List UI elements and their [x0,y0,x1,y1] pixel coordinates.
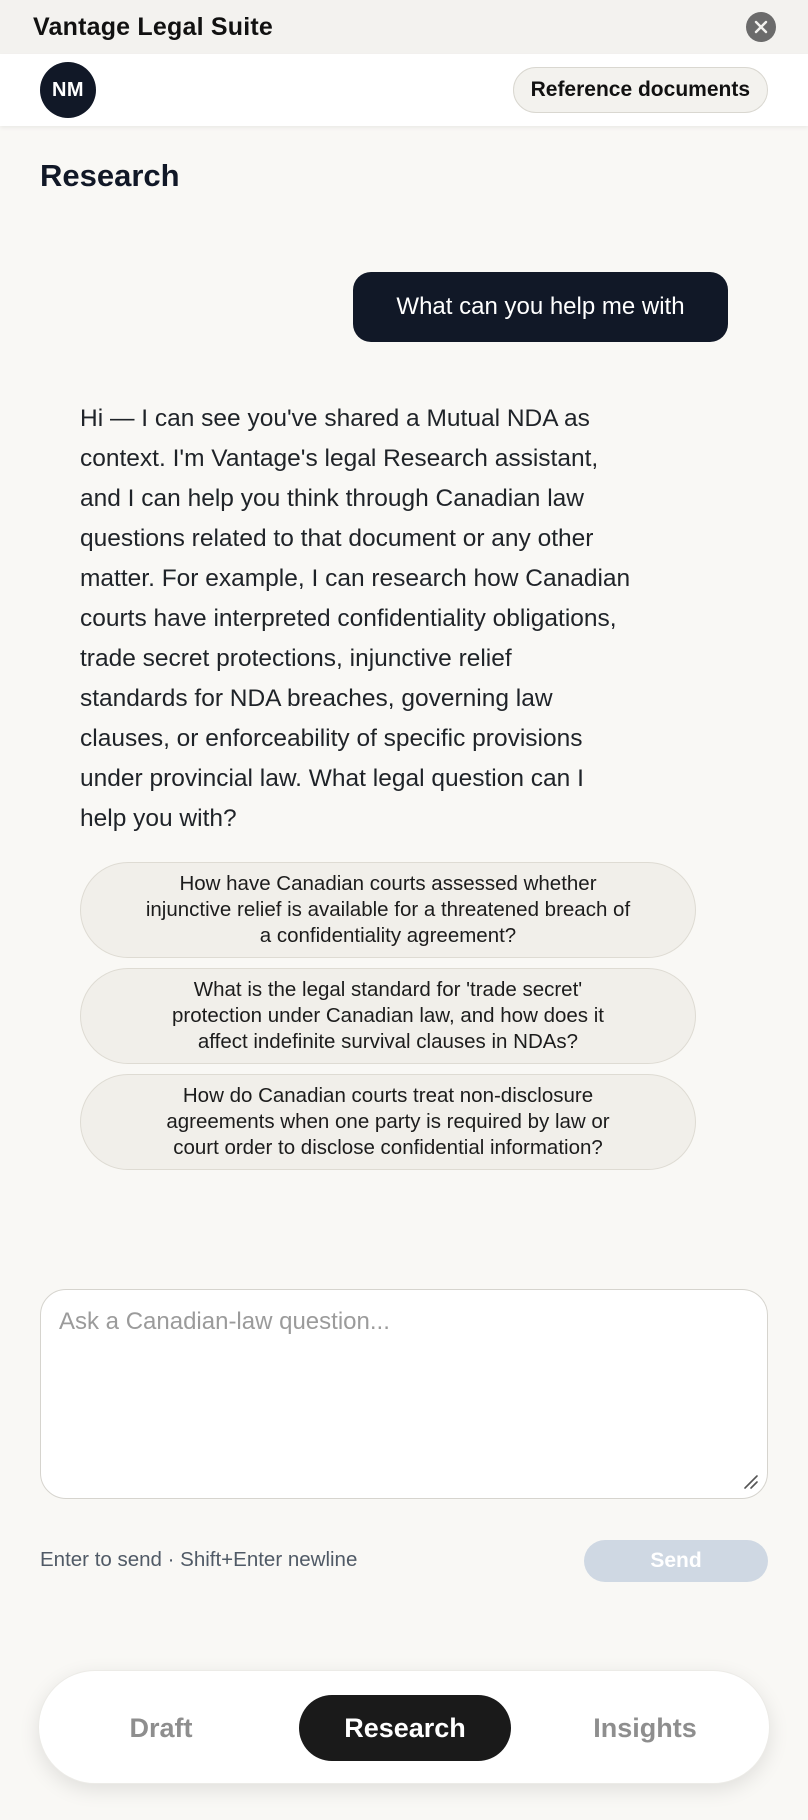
assistant-message-line: matter. For example, I can research how Canadian [80,565,631,592]
assistant-message-line: questions related to that document or any other [80,525,594,552]
suggestion-chip-compelled-disclosure[interactable] [80,1074,696,1170]
suggestion-line: How have Canadian courts assessed whether [179,872,597,895]
composer-box [40,1289,768,1499]
suggestion-line: What is the legal standard for 'trade secret' [193,978,583,1001]
assistant-message-line: help you with? [80,805,237,832]
suggestion-line: affect indefinite survival clauses in NDAs? [197,1030,579,1053]
close-button[interactable] [746,12,776,42]
title-bar [0,0,808,54]
assistant-message-line: trade secret protections, injunctive relief [80,645,512,672]
reference-documents-button[interactable]: Reference documents [513,67,768,113]
user-message-bubble: What can you help me with [353,272,728,342]
suggestion-line: protection under Canadian law, and how does it [172,1004,604,1027]
keyboard-hint: Enter to send · Shift+Enter newline [40,1548,358,1571]
assistant-message-line: under provincial law. What legal question can I [80,765,584,792]
tab-research[interactable]: Research [299,1695,511,1761]
suggestion-chip-trade-secret[interactable] [80,968,696,1064]
header-bar [0,54,808,126]
assistant-message-line: and I can help you think through Canadian law [80,485,584,512]
suggestion-line: court order to disclose confidential information? [173,1136,603,1159]
assistant-message-line: standards for NDA breaches, governing law [80,685,553,712]
suggestion-line: injunctive relief is available for a threatened breach of [145,898,631,921]
suggestion-line: agreements when one party is required by law or [166,1110,610,1133]
page-title: Research [40,158,180,193]
assistant-message-line: context. I'm Vantage's legal Research assistant, [80,445,599,472]
resize-handle-icon[interactable] [741,1472,759,1490]
assistant-message-line: Hi — I can see you've shared a Mutual NDA as [80,405,590,432]
close-icon [754,20,768,34]
suggestion-line: How do Canadian courts treat non-disclosure [182,1084,594,1107]
suggestion-chip-injunctive-relief[interactable] [80,862,696,958]
send-button[interactable]: Send [584,1540,768,1582]
assistant-message-line: courts have interpreted confidentiality obligations, [80,605,617,632]
assistant-message-line: clauses, or enforceability of specific provisions [80,725,583,752]
avatar[interactable]: NM [40,62,96,118]
tab-insights[interactable]: Insights [593,1712,697,1743]
assistant-message [80,399,720,839]
suggestion-line: a confidentiality agreement? [259,924,517,947]
question-input[interactable] [41,1290,767,1498]
app-title: Vantage Legal Suite [33,12,273,41]
tab-draft[interactable]: Draft [129,1712,193,1743]
bottom-nav [38,1670,770,1784]
